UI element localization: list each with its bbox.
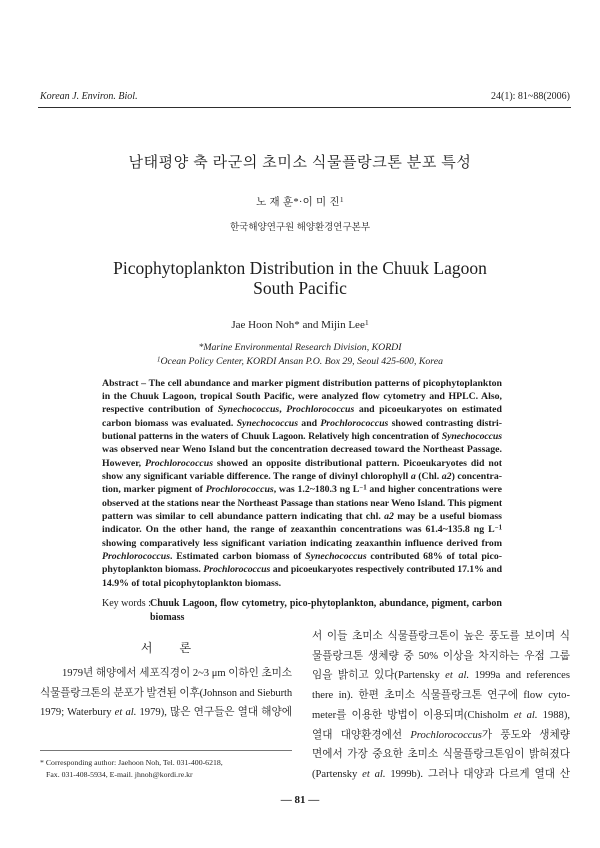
text-run: South Pacific (253, 278, 347, 298)
superscript: 1 (157, 356, 161, 364)
text-run: showing comparatively less significant variation indicating zeaxanthin influence derived from (102, 537, 502, 549)
italic-term: Synechococcus (441, 430, 502, 442)
text-run: 1999a and references (469, 670, 570, 682)
body-line (312, 765, 570, 785)
korean-title: 남태평양 축 라군의 초미소 식물플랑크톤 분포 특성 (128, 155, 472, 171)
italic-term: Prochlorococcus (320, 417, 389, 429)
section-heading: 서 론 (140, 641, 192, 655)
english-title (0, 258, 600, 299)
author-line (0, 318, 600, 333)
text-run: 1988), (537, 709, 571, 721)
text-run: . Estimated carbon biomass of (170, 550, 306, 562)
text-run: Ocean Policy Center, KORDI Ansan P.O. Box 29, Seoul 425-600, Korea (160, 356, 443, 367)
footnote-rule (40, 750, 292, 751)
text-run: there in). 한편 초미소 식물플랑크톤 연구에 flow cyto- (312, 690, 570, 702)
text-run: carbon biomass was evaluated. (102, 417, 237, 429)
keywords (150, 597, 502, 625)
text-run: contributed 68% of total pico- (366, 550, 502, 562)
abstract-line (102, 390, 502, 403)
text-run: observed at the stations near the Northeast Passage than stations near Weno Island. This pigment (102, 497, 502, 509)
text-run: 1999b). 그러나 대양과 다르게 열대 산 (385, 768, 570, 780)
text-run: ) concentra- (451, 470, 503, 482)
text-run: in the Chuuk Lagoon, tropical South Pacific, were analyzed flow cytometry and HPLC. Also, (102, 390, 502, 402)
text-run: and picoeukaryotes on estimated (354, 404, 502, 416)
text-run: 식물플랑크톤의 분포가 발견된 이후(Johnson and Sieburth (40, 687, 292, 699)
abstract (102, 377, 502, 591)
italic-term: a (410, 470, 416, 482)
affiliation-line (0, 341, 600, 355)
text-run: respective contribution of (102, 404, 218, 416)
body-line (312, 686, 570, 706)
text-run: show any significant variable difference. The range of divinyl chlorophyll (102, 470, 411, 482)
italic-term: Synechococcus (217, 404, 280, 416)
text-run: phytoplankton biomass. (102, 564, 204, 576)
text-run: biomass (150, 612, 185, 623)
abstract-line (102, 403, 502, 416)
italic-term: Synechococcus (236, 417, 299, 429)
text-run: 1979), 많은 연구들은 열대 해양에 (136, 707, 292, 719)
text-run: Jae Hoon Noh* and Mijin Lee (231, 318, 365, 331)
italic-term: Prochlorococcus (205, 484, 274, 496)
body-line (312, 706, 570, 726)
abstract-line (102, 497, 502, 510)
journal-citation: 24(1): 81~88(2006) (490, 91, 570, 102)
right-column-text (312, 627, 570, 785)
left-column-text (40, 664, 292, 723)
text-run: tion, marker pigment of (102, 484, 206, 496)
keywords-line (150, 597, 502, 611)
body-line (312, 745, 570, 765)
superscript: −1 (359, 484, 367, 492)
italic-term: Prochlorococcus (410, 729, 482, 741)
body-line (312, 627, 570, 647)
title-line (0, 258, 600, 279)
affiliation-line (0, 355, 600, 369)
italic-term: Prochlorococcus (145, 457, 214, 469)
abstract-line (102, 470, 502, 483)
italic-term: a2 (384, 510, 394, 522)
abstract-line (102, 430, 502, 443)
abstract-line (102, 537, 502, 550)
keywords-line (150, 611, 502, 625)
title-line (0, 278, 600, 299)
text-run: 임을 밝히고 있다(Partensky (312, 670, 446, 682)
text-run: meter를 이용한 방법이 이용되며(Chisholm (312, 709, 514, 721)
text-run: was observed near Weno Island but the concentration decreased toward the Northeast Passage. (102, 444, 502, 456)
text-run: *Marine Environmental Research Division, KORDI (198, 342, 402, 353)
header-rule (38, 107, 571, 108)
text-run: Chuuk Lagoon, flow cytometry, pico-phytoplankton, abundance, pigment, carbon (150, 598, 502, 609)
text-run: Picophytoplankton Distribution in the Chuuk Lagoon (113, 257, 487, 278)
text-run: butional patterns in the waters of Chuuk Lagoon. Relatively high concentration of (102, 430, 442, 442)
abstract-line (102, 563, 502, 576)
abstract-line (102, 483, 502, 496)
journal-name: Korean J. Environ. Biol. (40, 91, 138, 102)
text-run: showed contrasting distri- (388, 417, 502, 429)
abstract-line (102, 550, 502, 563)
text-run: and (298, 417, 321, 429)
italic-term: Prochlorococcus (102, 550, 171, 562)
superscript: −1 (494, 524, 502, 532)
text-run: 14.9% of total picophytoplankton biomass. (102, 577, 282, 589)
body-line (40, 703, 292, 723)
abstract-line (102, 510, 502, 523)
text-run: 서 이들 초미소 식물플랑크톤이 높은 풍도를 보이며 식 (312, 631, 570, 642)
text-run: indicator. On the other hand, the range of zeaxanthin concentrations was 61.4~135.8 ng L (102, 524, 495, 536)
italic-term: Prochlorococcus (203, 564, 271, 576)
abstract-line (102, 577, 502, 590)
text-run: may be a useful biomass (393, 510, 502, 522)
abstract-line (102, 377, 502, 390)
footnote-line: Fax. 031-408-5934, E-mail. jhnoh@kordi.re.kr (46, 770, 193, 779)
text-run: 물플랑크톤 생체량 중 50% 이상을 차지하는 우점 그룹 (312, 650, 570, 662)
italic-term: et al. (445, 670, 470, 682)
body-line (312, 726, 570, 746)
footnote-line: * Corresponding author: Jaehoon Noh, Tel. 031-400-6218, (40, 758, 223, 767)
english-affiliations (0, 341, 600, 369)
footnote (40, 757, 300, 781)
text-run: 면에서 가장 중요한 초미소 식물플랑크톤임이 밝혀졌다 (312, 749, 570, 761)
abstract-line (102, 523, 502, 536)
text-run: , was 1.2~180.3 ng L (273, 484, 360, 496)
body-line (312, 647, 570, 667)
text-run: 1979; Waterbury (40, 707, 115, 719)
abstract-line (102, 457, 502, 470)
text-run: showed an opposite distributional pattern. Picoeukaryotes did not (213, 457, 502, 469)
text-run: 열대 대양환경에선 (312, 729, 411, 741)
body-line (40, 684, 292, 704)
abstract-line (102, 443, 502, 456)
italic-term: et al. (362, 768, 386, 780)
running-header (40, 91, 570, 103)
page-number: — 81 — (280, 794, 320, 806)
italic-term: a2 (441, 470, 452, 482)
author-line (0, 195, 600, 211)
text-run: 노 재 훈*·이 미 진 (256, 197, 340, 208)
abstract-line (102, 417, 502, 430)
text-run: (Chl. (415, 470, 442, 482)
korean-affiliation: 한국해양연구원 해양환경연구본부 (229, 223, 371, 233)
text-run: (Partensky (312, 768, 363, 780)
superscript: 1 (364, 317, 369, 327)
italic-term: Prochlorococcus (286, 404, 355, 416)
korean-authors (0, 195, 600, 211)
keywords-label: Key words : (102, 598, 151, 609)
text-run: and picoeukaryotes respectively contributed 17.1% and (270, 564, 502, 576)
superscript: 1 (339, 195, 344, 205)
text-run: pattern was similar to cell abundance pattern indicating that chl. (102, 510, 385, 522)
text-run: , (279, 404, 287, 416)
body-line (40, 664, 292, 684)
italic-term: et al. (114, 707, 137, 719)
body-line (312, 666, 570, 686)
text-run: and higher concentrations were (366, 484, 502, 496)
text-run: 가 풍도와 생체량 (481, 729, 571, 741)
italic-term: Synechococcus (305, 550, 367, 562)
text-run: Abstract – The cell abundance and marker pigment distribution patterns of picophytoplankton (102, 377, 502, 389)
english-authors (0, 318, 600, 333)
text-run: 1979년 해양에서 세포직경이 2~3 μm 이하인 초미소 (62, 668, 292, 679)
italic-term: et al. (513, 709, 538, 721)
text-run: However, (102, 457, 145, 469)
